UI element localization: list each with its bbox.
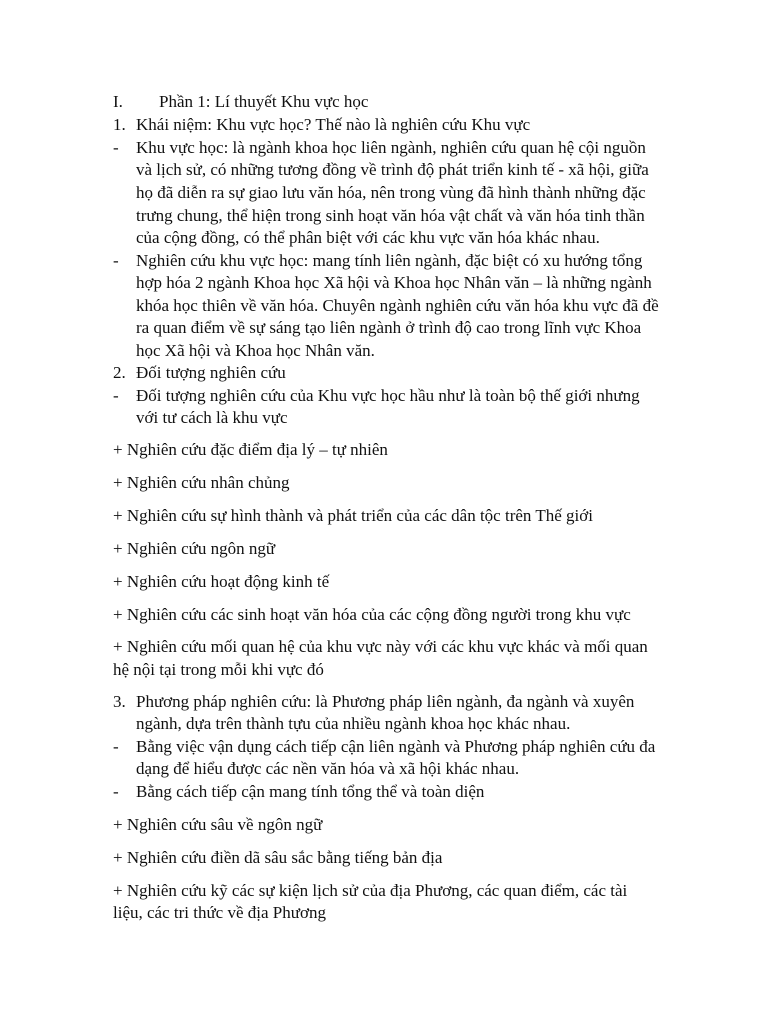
item1-bullet2-line1: Nghiên cứu khu vực học: mang tính liên ngành, đặc biệt có xu hướng tổng <box>136 251 643 270</box>
item1-bullet2-line2: hợp hóa 2 ngành Khoa học Xã hội và Khoa học Nhân văn – là những ngành <box>136 273 652 292</box>
item3-heading-line2: ngành, dựa trên thành tựu của nhiều ngành khoa học khác nhau. <box>136 714 571 733</box>
item1-label: 1. <box>113 115 126 134</box>
item1-bullet1-line3: họ đã diễn ra sự giao lưu văn hóa, nên trong vùng đã hình thành những đặc <box>136 183 646 202</box>
item3-heading-line1: Phương pháp nghiên cứu: là Phương pháp liên ngành, đa ngành và xuyên <box>136 692 635 711</box>
item1-bullet2-line4: ra quan điểm về sự sáng tạo liên ngành ở trình độ cao trong lĩnh vực Khoa <box>136 318 642 337</box>
item2-bullet1-line1: Đối tượng nghiên cứu của Khu vực học hầu như là toàn bộ thế giới nhưng <box>136 386 640 405</box>
item1-bullet2-dash: - <box>113 251 119 270</box>
item2-plus7-line1: + Nghiên cứu mối quan hệ của khu vực này với các khu vực khác và mối quan <box>113 637 648 656</box>
item2-plus2: + Nghiên cứu nhân chủng <box>113 473 290 492</box>
item2-plus4: + Nghiên cứu ngôn ngữ <box>113 539 276 558</box>
item2-plus7-line2: hệ nội tại trong mỗi khi vực đó <box>113 660 324 679</box>
item3-plus2: + Nghiên cứu điền dã sâu sắc bằng tiếng bản địa <box>113 848 443 867</box>
section-label: I. <box>113 92 123 111</box>
section-heading: Phần 1: Lí thuyết Khu vực học <box>159 92 369 111</box>
item2-heading: Đối tượng nghiên cứu <box>136 363 286 382</box>
item1-bullet1-line4: trưng chung, thể hiện trong sinh hoạt văn hóa vật chất và văn hóa tinh thần <box>136 206 645 225</box>
item1-bullet2-line3: khóa học thiên về văn hóa. Chuyên ngành nghiên cứu văn hóa khu vực đã đề <box>136 296 659 315</box>
item1-bullet1-dash: - <box>113 138 119 157</box>
item2-bullet1-line2: với tư cách là khu vực <box>136 408 288 427</box>
item2-label: 2. <box>113 363 126 382</box>
item3-bullet1-line2: dạng để hiểu được các nền văn hóa và xã hội khác nhau. <box>136 759 520 778</box>
item2-bullet1-dash: - <box>113 386 119 405</box>
item3-plus3-line2: liệu, các tri thức về địa Phương <box>113 903 326 922</box>
item2-plus5: + Nghiên cứu hoạt động kinh tế <box>113 572 330 591</box>
item2-plus3: + Nghiên cứu sự hình thành và phát triển của các dân tộc trên Thế giới <box>113 506 593 525</box>
item1-bullet1-line5: của cộng đồng, có thể phân biệt với các khu vực văn hóa khác nhau. <box>136 228 600 247</box>
item3-plus3-line1: + Nghiên cứu kỹ các sự kiện lịch sử của địa Phương, các quan điểm, các tài <box>113 881 628 900</box>
item3-bullet1-dash: - <box>113 737 119 756</box>
item2-plus6: + Nghiên cứu các sinh hoạt văn hóa của các cộng đồng người trong khu vực <box>113 605 631 624</box>
item3-label: 3. <box>113 692 126 711</box>
item2-plus1: + Nghiên cứu đặc điểm địa lý – tự nhiên <box>113 440 388 459</box>
item1-bullet2-line5: học Xã hội và Khoa học Nhân văn. <box>136 341 375 360</box>
item1-heading: Khái niệm: Khu vực học? Thế nào là nghiên cứu Khu vực <box>136 115 531 134</box>
item1-bullet1-line2: và lịch sử, có những tương đồng về trình độ phát triển kinh tế - xã hội, giữa <box>136 160 649 179</box>
item3-bullet2-dash: - <box>113 782 119 801</box>
item3-bullet1-line1: Bằng việc vận dụng cách tiếp cận liên ngành và Phương pháp nghiên cứu đa <box>136 737 656 756</box>
item3-plus1: + Nghiên cứu sâu về ngôn ngữ <box>113 815 323 834</box>
item3-bullet2-line1: Bằng cách tiếp cận mang tính tổng thể và toàn diện <box>136 782 485 801</box>
item1-bullet1-line1: Khu vực học: là ngành khoa học liên ngành, nghiên cứu quan hệ cội nguồn <box>136 138 646 157</box>
